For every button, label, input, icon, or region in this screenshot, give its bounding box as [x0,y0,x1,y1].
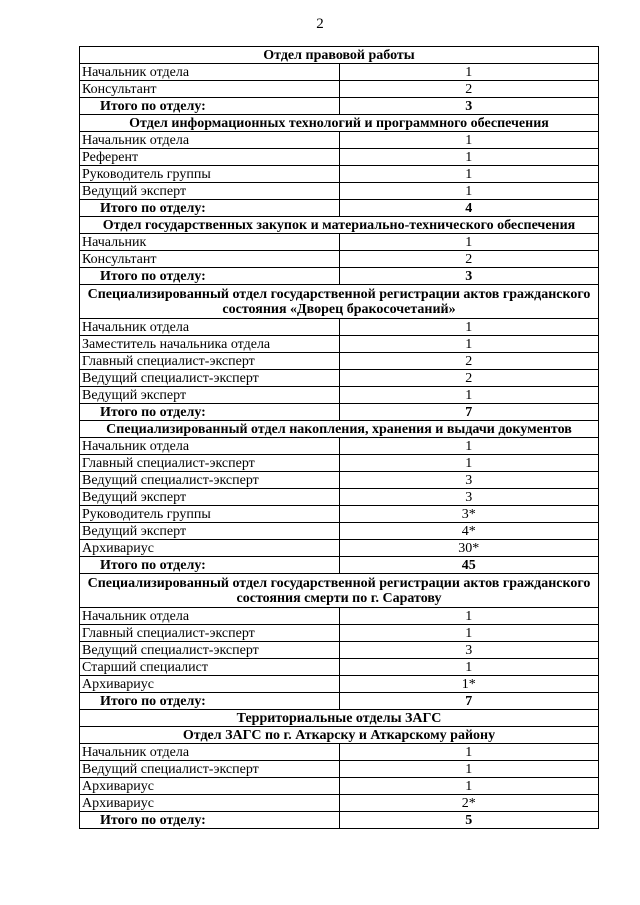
position-row [80,455,599,472]
position-row [80,744,599,761]
position-count: 4* [339,523,599,540]
section-total-row [80,404,599,421]
section-title: Отдел информационных технологий и программного обеспечения [80,115,599,132]
position-name: Архивариус [80,795,340,812]
position-count: 1 [339,319,599,336]
group-heading-row [80,710,599,727]
section-total-row [80,693,599,710]
section-total-row [80,812,599,829]
position-count: 1 [339,336,599,353]
total-label: Итого по отделу: [80,404,340,421]
position-row [80,353,599,370]
position-name: Архивариус [80,778,340,795]
section-title-row [80,727,599,744]
position-name: Ведущий эксперт [80,387,340,404]
position-name: Ведущий специалист-эксперт [80,472,340,489]
total-label: Итого по отделу: [80,268,340,285]
position-count: 30* [339,540,599,557]
position-name: Старший специалист [80,659,340,676]
position-count: 1 [339,659,599,676]
position-row [80,149,599,166]
position-count: 1 [339,183,599,200]
position-count: 1 [339,761,599,778]
position-count: 1 [339,455,599,472]
position-count: 3* [339,506,599,523]
total-label: Итого по отделу: [80,98,340,115]
position-row [80,523,599,540]
position-row [80,132,599,149]
position-name: Архивариус [80,540,340,557]
position-row [80,608,599,625]
position-count: 3 [339,489,599,506]
position-row [80,183,599,200]
position-count: 1 [339,438,599,455]
section-total-row [80,268,599,285]
staffing-table-body [80,47,599,829]
position-name: Ведущий эксперт [80,183,340,200]
section-total-row [80,98,599,115]
position-count: 1 [339,744,599,761]
position-row [80,438,599,455]
position-row [80,251,599,268]
position-count: 3 [339,472,599,489]
position-count: 2 [339,251,599,268]
section-title-row [80,115,599,132]
position-row [80,81,599,98]
position-row [80,64,599,81]
position-name: Начальник отдела [80,64,340,81]
total-value: 45 [339,557,599,574]
position-name: Главный специалист-эксперт [80,455,340,472]
total-value: 7 [339,693,599,710]
total-label: Итого по отделу: [80,557,340,574]
total-value: 3 [339,268,599,285]
staffing-table [79,46,599,829]
total-label: Итого по отделу: [80,200,340,217]
position-name: Главный специалист-эксперт [80,625,340,642]
section-title-row [80,285,599,319]
position-row [80,472,599,489]
position-row [80,489,599,506]
position-count: 3 [339,642,599,659]
position-name: Ведущий специалист-эксперт [80,370,340,387]
position-row [80,234,599,251]
position-row [80,761,599,778]
position-row [80,387,599,404]
position-name: Начальник отдела [80,608,340,625]
section-total-row [80,557,599,574]
position-name: Ведущий эксперт [80,523,340,540]
position-row [80,506,599,523]
position-count: 1 [339,625,599,642]
position-count: 1 [339,387,599,404]
position-name: Консультант [80,251,340,268]
position-count: 1 [339,778,599,795]
position-count: 1 [339,64,599,81]
section-title-row [80,217,599,234]
position-count: 2* [339,795,599,812]
position-name: Заместитель начальника отдела [80,336,340,353]
section-title: Специализированный отдел государственной регистрации актов гражданского состояния «Дворец бракосочетаний» [80,285,599,319]
total-value: 4 [339,200,599,217]
position-name: Руководитель группы [80,506,340,523]
position-name: Руководитель группы [80,166,340,183]
position-count: 1 [339,132,599,149]
position-row [80,540,599,557]
position-count: 1* [339,676,599,693]
position-name: Референт [80,149,340,166]
section-title: Отдел правовой работы [80,47,599,64]
position-name: Ведущий специалист-эксперт [80,761,340,778]
page-number: 2 [316,16,324,32]
section-total-row [80,200,599,217]
position-name: Ведущий специалист-эксперт [80,642,340,659]
position-row [80,370,599,387]
position-name: Ведущий эксперт [80,489,340,506]
position-name: Главный специалист-эксперт [80,353,340,370]
position-count: 1 [339,166,599,183]
section-title: Специализированный отдел накопления, хранения и выдачи документов [80,421,599,438]
position-row [80,795,599,812]
position-name: Начальник [80,234,340,251]
position-name: Консультант [80,81,340,98]
section-title-row [80,421,599,438]
position-name: Начальник отдела [80,132,340,149]
section-title: Отдел государственных закупок и материально-технического обеспечения [80,217,599,234]
position-row [80,319,599,336]
position-row [80,778,599,795]
section-title: Отдел ЗАГС по г. Аткарску и Аткарскому району [80,727,599,744]
position-count: 1 [339,608,599,625]
position-name: Архивариус [80,676,340,693]
position-count: 2 [339,81,599,98]
section-title-row [80,47,599,64]
position-row [80,336,599,353]
position-row [80,676,599,693]
position-row [80,642,599,659]
total-label: Итого по отделу: [80,693,340,710]
position-row [80,659,599,676]
position-count: 1 [339,149,599,166]
total-value: 3 [339,98,599,115]
group-heading: Территориальные отделы ЗАГС [80,710,599,727]
position-row [80,166,599,183]
position-name: Начальник отдела [80,438,340,455]
position-name: Начальник отдела [80,744,340,761]
section-title: Специализированный отдел государственной регистрации актов гражданского состояния смерти по г. Саратову [80,574,599,608]
total-value: 5 [339,812,599,829]
position-count: 2 [339,370,599,387]
position-row [80,625,599,642]
position-count: 1 [339,234,599,251]
section-title-row [80,574,599,608]
position-count: 2 [339,353,599,370]
position-name: Начальник отдела [80,319,340,336]
total-label: Итого по отделу: [80,812,340,829]
total-value: 7 [339,404,599,421]
